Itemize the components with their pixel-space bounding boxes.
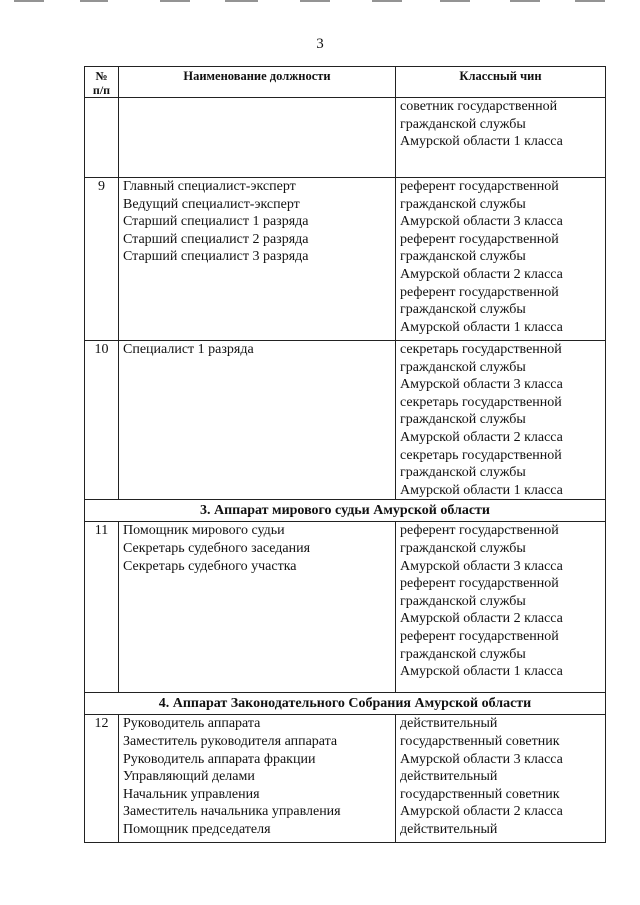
position-title: Старший специалист 2 разряда [123, 231, 309, 247]
class-rank: Амурской области 2 класса [400, 804, 563, 820]
row-number [85, 98, 119, 178]
class-rank: Амурской области 3 класса [400, 377, 563, 393]
rank-cell [396, 178, 606, 341]
rank-cell [396, 98, 606, 178]
header-position: Наименование должности [119, 67, 396, 98]
table-row [85, 178, 606, 341]
header-rank: Классный чин [396, 67, 606, 98]
rank-cell [396, 715, 606, 843]
class-rank: референт государственной [400, 628, 559, 644]
row-number: 9 [85, 178, 119, 341]
position-title: Заместитель начальника управления [123, 804, 341, 820]
row-number: 11 [85, 522, 119, 693]
class-rank: Амурской области 1 класса [400, 319, 563, 335]
class-rank: секретарь государственной [400, 447, 562, 463]
class-rank: Амурской области 3 класса [400, 214, 563, 230]
class-rank: Амурской области 2 класса [400, 266, 563, 282]
table-row [85, 98, 606, 178]
class-rank: гражданской службы [400, 412, 526, 428]
class-rank: Амурской области 3 класса [400, 558, 563, 574]
header-number-line: № [95, 69, 108, 83]
class-rank: Амурской области 1 класса [400, 482, 563, 498]
class-rank: гражданской службы [400, 116, 526, 132]
header-number-line: п/п [92, 83, 111, 97]
class-rank: секретарь государственной [400, 394, 562, 410]
position-title: Главный специалист-эксперт [123, 179, 296, 194]
class-rank: референт государственной [400, 179, 559, 194]
class-rank: советник государственной [400, 99, 558, 114]
section-heading-row [85, 500, 606, 522]
position-cell [119, 522, 396, 693]
position-title: Секретарь судебного участка [123, 558, 297, 574]
class-rank: секретарь государственной [400, 342, 562, 357]
class-rank: действительный [400, 821, 498, 837]
table-header-row [85, 67, 606, 98]
table-row [85, 341, 606, 500]
class-rank: референт государственной [400, 231, 559, 247]
class-rank: референт государственной [400, 523, 559, 539]
table-row [85, 715, 606, 843]
position-cell [119, 341, 396, 500]
class-rank: Амурской области 1 класса [400, 134, 563, 150]
class-rank: действительный [400, 769, 498, 785]
class-rank: гражданской службы [400, 540, 526, 556]
position-title: Старший специалист 3 разряда [123, 249, 309, 265]
section-title: 3. Аппарат мирового судьи Амурской области [85, 500, 606, 522]
position-cell [119, 715, 396, 843]
position-title: Старший специалист 1 разряда [123, 214, 309, 230]
position-title: Помощник председателя [123, 821, 271, 837]
position-title: Управляющий делами [123, 769, 255, 785]
position-title: Помощник мирового судьи [123, 523, 285, 539]
row-number: 12 [85, 715, 119, 843]
position-title: Секретарь судебного заседания [123, 540, 311, 556]
position-cell [119, 178, 396, 341]
class-rank: гражданской службы [400, 465, 526, 481]
class-rank: гражданской службы [400, 359, 526, 375]
positions-table [84, 66, 606, 843]
section-heading-row [85, 693, 606, 715]
class-rank: гражданской службы [400, 646, 526, 662]
class-rank: Амурской области 1 класса [400, 664, 563, 680]
table-row [85, 522, 606, 693]
class-rank: действительный [400, 716, 498, 732]
position-title: Руководитель аппарата [123, 716, 261, 732]
page-number: 3 [316, 36, 324, 52]
scan-top-edge-marks [0, 0, 640, 4]
row-number: 10 [85, 341, 119, 500]
position-title: Заместитель руководителя аппарата [123, 733, 338, 749]
class-rank: референт государственной [400, 284, 559, 300]
class-rank: гражданской службы [400, 249, 526, 265]
table-body [85, 98, 606, 843]
position-title: Специалист 1 разряда [123, 342, 254, 357]
class-rank: гражданской службы [400, 593, 526, 609]
position-title: Ведущий специалист-эксперт [123, 196, 300, 212]
position-cell [119, 98, 396, 178]
rank-cell [396, 341, 606, 500]
class-rank: Амурской области 2 класса [400, 611, 563, 627]
section-title: 4. Аппарат Законодательного Собрания Амурской области [85, 693, 606, 715]
class-rank: гражданской службы [400, 196, 526, 212]
class-rank: референт государственной [400, 576, 559, 592]
class-rank: Амурской области 3 класса [400, 751, 563, 767]
position-title: Начальник управления [123, 786, 260, 802]
header-number [85, 67, 119, 98]
rank-cell [396, 522, 606, 693]
class-rank: Амурской области 2 класса [400, 429, 563, 445]
class-rank: гражданской службы [400, 302, 526, 318]
class-rank: государственный советник [400, 733, 560, 749]
class-rank: государственный советник [400, 786, 560, 802]
position-title: Руководитель аппарата фракции [123, 751, 316, 767]
